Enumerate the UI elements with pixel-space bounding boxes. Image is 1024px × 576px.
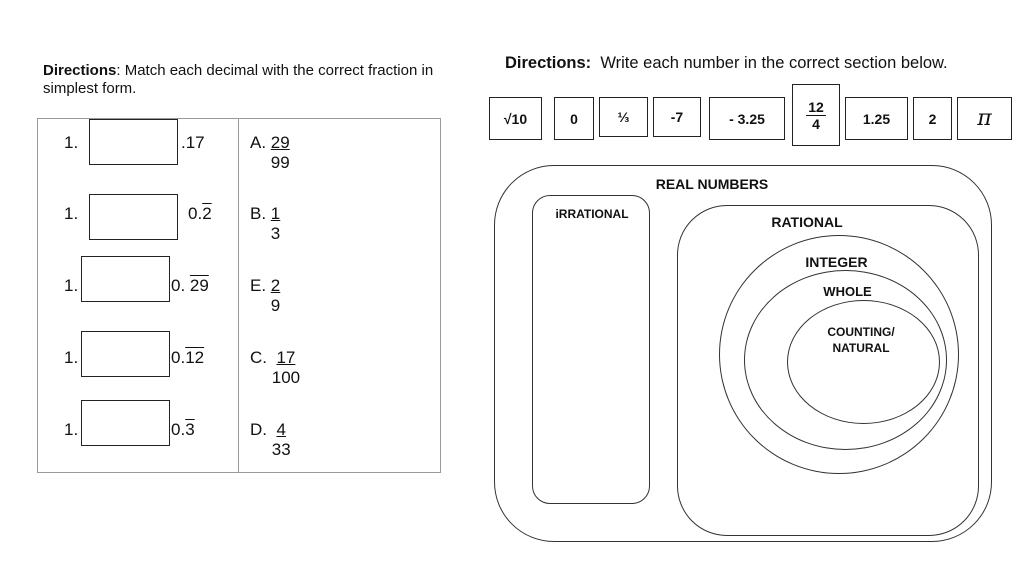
decimal-5 — [171, 420, 195, 440]
decimal-2 — [188, 204, 212, 224]
decimal-prefix: 0. — [171, 420, 186, 439]
decimal-prefix: 0. — [171, 348, 186, 367]
row-number: 1. — [64, 348, 79, 367]
decimal-repeat: 2 — [202, 204, 212, 223]
answer-box-2[interactable] — [89, 194, 178, 240]
option-fraction — [272, 348, 300, 388]
number-card-pi[interactable] — [957, 97, 1012, 140]
numerator: 29 — [270, 133, 290, 152]
number-card-sqrt10[interactable] — [489, 97, 542, 140]
row-number: 1. — [64, 133, 79, 152]
natural-label: NATURAL — [832, 341, 890, 355]
row-number: 1. — [64, 204, 79, 223]
option-fraction — [272, 420, 291, 460]
left-directions — [43, 62, 443, 98]
number-card-2[interactable] — [913, 97, 952, 140]
denominator: 99 — [270, 153, 290, 172]
answer-box-3[interactable] — [81, 256, 170, 302]
numerator: 17 — [276, 348, 296, 367]
right-directions — [505, 54, 948, 73]
decimal-prefix: 0. — [171, 276, 190, 295]
option-a — [250, 133, 340, 173]
real-numbers-label: REAL NUMBERS — [655, 176, 769, 192]
counting-natural-label — [787, 324, 935, 356]
card-label: 0 — [570, 110, 578, 127]
numerator: 4 — [276, 420, 286, 439]
irrational-region[interactable] — [532, 195, 650, 504]
option-letter: E. — [250, 276, 267, 295]
right-directions-label: Directions: — [505, 54, 592, 72]
answer-box-5[interactable] — [81, 400, 170, 446]
option-letter: C. — [250, 348, 267, 367]
integer-label: INTEGER — [805, 254, 868, 270]
card-label: 2 — [928, 110, 937, 127]
card-label: - 3.25 — [729, 110, 765, 127]
answer-box-4[interactable] — [81, 331, 170, 377]
option-e — [250, 276, 340, 316]
denominator: 4 — [812, 115, 820, 132]
card-label: ⅓ — [617, 109, 630, 125]
card-label: -7 — [670, 109, 684, 125]
row-number: 1. — [64, 420, 79, 439]
left-directions-text: : Match each decimal with the correct fraction in simplest form. — [43, 62, 434, 97]
card-label: 1.25 — [862, 110, 891, 127]
number-card-1-25[interactable] — [845, 97, 908, 140]
decimal-4 — [171, 348, 204, 368]
decimal-repeat: 12 — [185, 348, 205, 367]
number-card-zero[interactable] — [554, 97, 594, 140]
numerator: 1 — [270, 204, 281, 223]
card-fraction — [806, 99, 826, 132]
right-directions-text: Write each number in the correct section below. — [600, 54, 948, 72]
option-c — [250, 348, 340, 388]
number-card-12-over-4[interactable] — [792, 84, 840, 146]
number-card-neg-7[interactable] — [653, 97, 701, 137]
decimal-prefix: 0. — [188, 204, 203, 223]
number-card-neg-3-25[interactable] — [709, 97, 785, 140]
denominator: 100 — [271, 368, 301, 387]
counting-label: COUNTING/ — [827, 325, 895, 339]
option-d — [250, 420, 340, 460]
option-fraction — [271, 133, 290, 173]
decimal-3 — [171, 276, 209, 296]
denominator: 33 — [271, 440, 291, 459]
numerator: 12 — [808, 98, 824, 115]
option-letter: B. — [250, 204, 267, 223]
row-number: 1. — [64, 276, 79, 295]
number-card-one-third[interactable] — [599, 97, 648, 137]
option-fraction — [271, 204, 280, 244]
card-label: √10 — [503, 110, 528, 127]
option-letter: D. — [250, 420, 267, 439]
left-directions-label: Directions — [43, 62, 117, 79]
option-letter: A. — [250, 133, 267, 152]
decimal-repeat: 3 — [185, 420, 195, 439]
rational-label: RATIONAL — [771, 214, 843, 230]
decimal-1 — [181, 133, 205, 153]
numerator: 2 — [270, 276, 281, 295]
decimal-repeat: 29 — [189, 276, 209, 295]
whole-label: WHOLE — [823, 284, 872, 299]
denominator: 9 — [270, 296, 281, 315]
table-divider — [238, 118, 239, 473]
answer-box-1[interactable] — [89, 119, 178, 165]
card-label: π — [977, 106, 992, 131]
decimal-plain: .17 — [181, 133, 205, 152]
irrational-label: iRRATIONAL — [555, 207, 629, 221]
option-fraction — [271, 276, 280, 316]
option-b — [250, 204, 340, 244]
denominator: 3 — [270, 224, 281, 243]
counting-natural-region[interactable] — [787, 300, 940, 424]
